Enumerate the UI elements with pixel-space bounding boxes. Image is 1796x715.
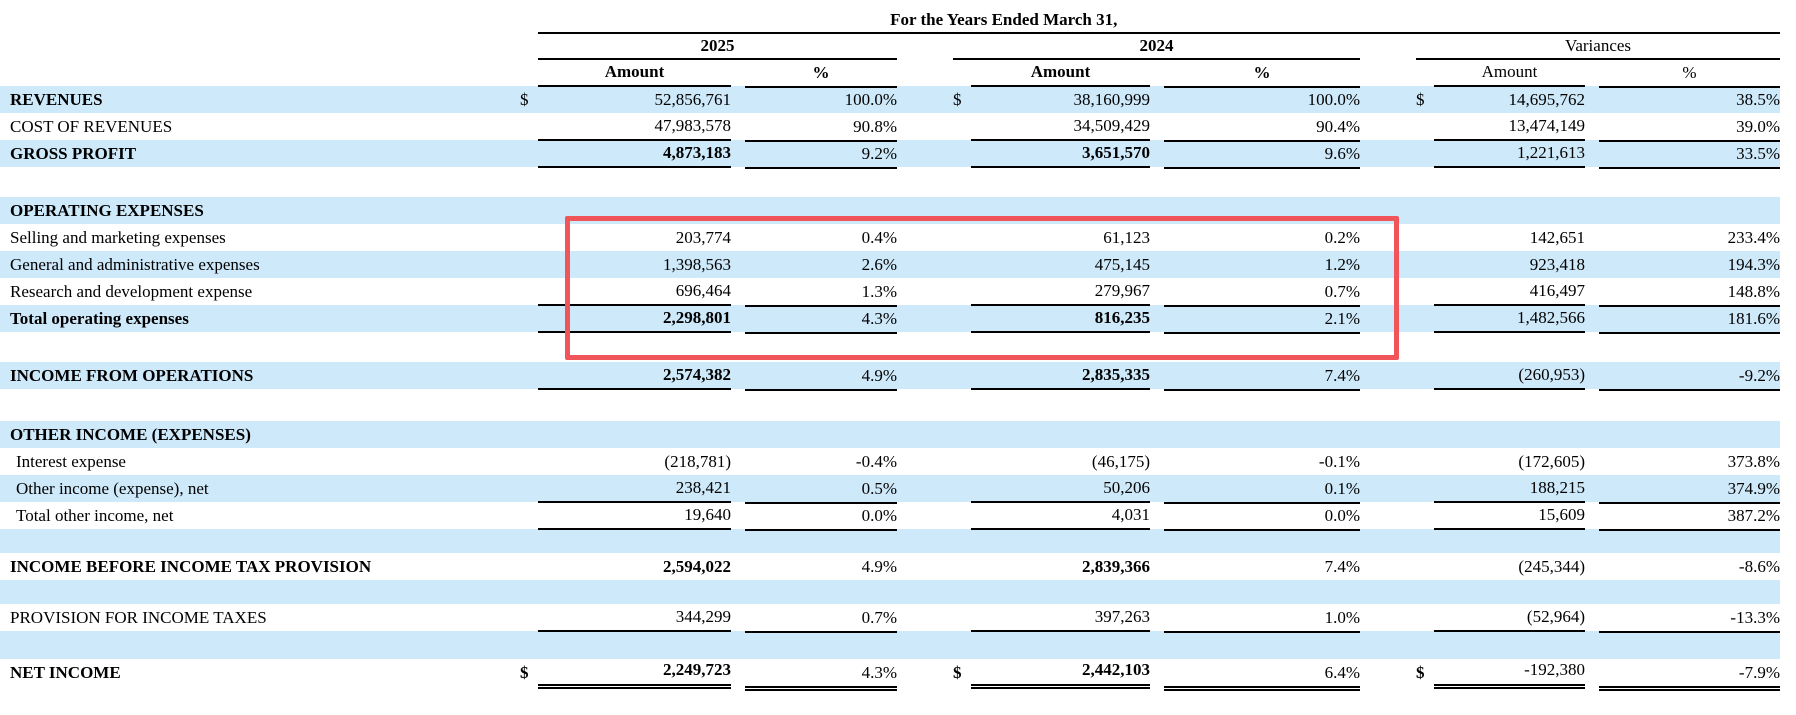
amount-cell <box>520 140 731 167</box>
table-row <box>0 421 1780 448</box>
percent-cell: 194.3% <box>1727 254 1780 274</box>
row-label: OPERATING EXPENSES <box>10 200 204 220</box>
percent-cell: 0.7% <box>745 604 897 633</box>
dollar-sign: $ <box>1416 89 1425 109</box>
table-row <box>0 659 1780 686</box>
amount-value: 238,421 <box>538 474 731 503</box>
amount-cell <box>1416 140 1585 167</box>
amount-value: 2,839,366 <box>1082 556 1150 576</box>
amount-cell <box>520 448 731 475</box>
amount-value: (172,605) <box>1518 451 1585 471</box>
percent-cell: 9.6% <box>1164 140 1360 169</box>
amount-cell <box>520 475 731 502</box>
amount-cell <box>1416 278 1585 305</box>
table-row <box>0 278 1780 305</box>
amount-cell <box>520 659 731 686</box>
column-header-row <box>0 60 1780 86</box>
percent-cell: 0.5% <box>745 475 897 504</box>
percent-cell: 1.2% <box>1324 254 1360 274</box>
amount-cell <box>520 553 731 580</box>
year-2025-header: 2025 <box>538 34 897 60</box>
amount-cell <box>953 305 1150 332</box>
table-row <box>0 475 1780 502</box>
percent-cell: -0.4% <box>855 451 897 471</box>
amount-value: (46,175) <box>1091 451 1150 471</box>
amount-cell <box>953 362 1150 389</box>
amount-value: 279,967 <box>971 277 1150 306</box>
amount-value: 19,640 <box>538 501 731 530</box>
percent-cell: 2.6% <box>861 254 897 274</box>
amount-cell <box>953 502 1150 529</box>
amount-cell <box>953 113 1150 140</box>
amount-cell <box>520 113 731 140</box>
amount-cell <box>953 278 1150 305</box>
table-row <box>0 251 1780 278</box>
table-row <box>0 140 1780 167</box>
amount-value: 397,263 <box>971 603 1150 632</box>
amount-value: 203,774 <box>675 227 731 247</box>
spacer-row <box>0 631 1780 659</box>
amount-value: 1,398,563 <box>663 254 731 274</box>
amount-value: 2,574,382 <box>538 361 731 390</box>
percent-cell: 7.4% <box>1324 556 1360 576</box>
table-row <box>0 86 1780 113</box>
pct-header-variances: % <box>1599 60 1780 88</box>
amount-header-2025: Amount <box>520 60 731 86</box>
percent-cell: 33.5% <box>1599 140 1780 169</box>
amount-cell <box>953 251 1150 278</box>
year-2024-header: 2024 <box>953 34 1360 60</box>
percent-cell: 374.9% <box>1599 475 1780 504</box>
dollar-sign: $ <box>953 662 962 682</box>
amount-value: 52,856,761 <box>654 89 731 109</box>
spacer-row <box>0 167 1780 197</box>
amount-value: 816,235 <box>971 304 1150 333</box>
percent-cell: 7.4% <box>1164 362 1360 391</box>
row-label: NET INCOME <box>10 662 121 682</box>
percent-cell: 38.5% <box>1736 89 1780 109</box>
amount-cell <box>1416 362 1585 389</box>
percent-cell: 100.0% <box>1307 89 1360 109</box>
row-label: Other income (expense), net <box>16 478 209 498</box>
amount-value: 416,497 <box>1434 277 1585 306</box>
amount-cell <box>1416 86 1585 113</box>
row-label: GROSS PROFIT <box>10 143 137 163</box>
percent-cell: 4.3% <box>745 659 897 691</box>
row-label: REVENUES <box>10 89 103 109</box>
amount-value: 923,418 <box>1529 254 1585 274</box>
percent-cell: -0.1% <box>1318 451 1360 471</box>
amount-cell <box>1416 305 1585 332</box>
row-label: Selling and marketing expenses <box>10 227 226 247</box>
amount-cell <box>953 604 1150 631</box>
amount-value: 344,299 <box>538 603 731 632</box>
amount-value: 2,835,335 <box>971 361 1150 390</box>
percent-cell: 90.4% <box>1164 113 1360 142</box>
statement-title-row <box>0 6 1780 34</box>
statement-title: For the Years Ended March 31, <box>890 10 1118 29</box>
amount-value: 47,983,578 <box>538 112 731 141</box>
percent-cell: 1.0% <box>1164 604 1360 633</box>
amount-value: 2,298,801 <box>538 304 731 333</box>
amount-cell <box>953 659 1150 686</box>
percent-cell: 1.3% <box>745 278 897 307</box>
amount-cell <box>520 86 731 113</box>
amount-cell <box>520 305 731 332</box>
amount-cell <box>953 448 1150 475</box>
amount-cell <box>1416 251 1585 278</box>
percent-cell: 373.8% <box>1727 451 1780 471</box>
spacer-row <box>0 332 1780 362</box>
percent-cell: 0.7% <box>1164 278 1360 307</box>
variances-header: Variances <box>1416 34 1780 60</box>
dollar-sign: $ <box>520 662 529 682</box>
amount-cell <box>520 604 731 631</box>
row-label: INCOME BEFORE INCOME TAX PROVISION <box>10 556 372 576</box>
table-row <box>0 502 1780 529</box>
table-row <box>0 553 1780 580</box>
percent-cell: 9.2% <box>745 140 897 169</box>
spacer-row <box>0 389 1780 421</box>
amount-value: 475,145 <box>1094 254 1150 274</box>
percent-cell: 4.9% <box>745 362 897 391</box>
amount-value: (218,781) <box>664 451 731 471</box>
statement-rows <box>0 86 1796 686</box>
amount-cell <box>1416 475 1585 502</box>
amount-cell <box>1416 553 1585 580</box>
row-label: General and administrative expenses <box>10 254 260 274</box>
amount-value: 38,160,999 <box>1073 89 1150 109</box>
amount-cell <box>520 362 731 389</box>
amount-value: 34,509,429 <box>971 112 1150 141</box>
table-row <box>0 197 1780 224</box>
amount-cell <box>520 251 731 278</box>
amount-value: 14,695,762 <box>1508 89 1585 109</box>
amount-value: 61,123 <box>1103 227 1150 247</box>
percent-cell: 0.1% <box>1164 475 1360 504</box>
row-label: Total other income, net <box>16 505 174 525</box>
dollar-sign: $ <box>953 89 962 109</box>
amount-cell <box>953 140 1150 167</box>
dollar-sign: $ <box>520 89 529 109</box>
amount-value: -192,380 <box>1434 657 1585 689</box>
dollar-sign: $ <box>1416 662 1425 682</box>
amount-cell <box>1416 224 1585 251</box>
amount-value: 4,031 <box>971 501 1150 530</box>
amount-value: 142,651 <box>1529 227 1585 247</box>
percent-cell: -8.6% <box>1738 556 1780 576</box>
percent-cell: -9.2% <box>1599 362 1780 391</box>
year-group-row <box>0 34 1780 60</box>
title-underline-span <box>538 6 1780 34</box>
amount-cell <box>1416 659 1585 686</box>
percent-cell: -7.9% <box>1599 659 1780 691</box>
amount-header-variances: Amount <box>1416 60 1585 86</box>
row-label: OTHER INCOME (EXPENSES) <box>10 424 251 444</box>
percent-cell: 148.8% <box>1599 278 1780 307</box>
percent-cell: 90.8% <box>745 113 897 142</box>
amount-value: (52,964) <box>1434 603 1585 632</box>
percent-cell: 4.3% <box>745 305 897 334</box>
spacer-row <box>0 529 1780 553</box>
row-label: Total operating expenses <box>10 308 189 328</box>
row-label: Interest expense <box>16 451 126 471</box>
amount-value: 696,464 <box>538 277 731 306</box>
percent-cell: 0.0% <box>1164 502 1360 531</box>
row-label: COST OF REVENUES <box>10 116 173 136</box>
amount-cell <box>1416 604 1585 631</box>
amount-cell <box>953 553 1150 580</box>
percent-cell: 0.2% <box>1324 227 1360 247</box>
amount-cell <box>520 502 731 529</box>
amount-value: 3,651,570 <box>971 139 1150 168</box>
percent-cell: 0.4% <box>861 227 897 247</box>
table-row <box>0 305 1780 332</box>
amount-value: 1,221,613 <box>1434 139 1585 168</box>
amount-value: 13,474,149 <box>1434 112 1585 141</box>
percent-cell: 0.0% <box>745 502 897 531</box>
percent-cell: 4.9% <box>861 556 897 576</box>
percent-cell: 233.4% <box>1727 227 1780 247</box>
table-row <box>0 362 1780 389</box>
row-label: Research and development expense <box>10 281 253 301</box>
table-row <box>0 604 1780 631</box>
amount-value: 4,873,183 <box>538 139 731 168</box>
amount-cell <box>953 475 1150 502</box>
table-row <box>0 448 1780 475</box>
table-row <box>0 113 1780 140</box>
amount-value: 188,215 <box>1434 474 1585 503</box>
row-label: PROVISION FOR INCOME TAXES <box>10 607 267 627</box>
percent-cell: 387.2% <box>1599 502 1780 531</box>
amount-value: 2,594,022 <box>663 556 731 576</box>
percent-cell: 6.4% <box>1164 659 1360 691</box>
percent-cell: 39.0% <box>1599 113 1780 142</box>
amount-cell <box>520 224 731 251</box>
percent-cell: 100.0% <box>844 89 897 109</box>
row-label: INCOME FROM OPERATIONS <box>10 365 254 385</box>
amount-cell <box>953 224 1150 251</box>
pct-header-2024: % <box>1164 60 1360 88</box>
amount-value: 2,442,103 <box>971 657 1150 689</box>
amount-value: (245,344) <box>1518 556 1585 576</box>
amount-cell <box>953 86 1150 113</box>
amount-value: 50,206 <box>971 474 1150 503</box>
percent-cell: 181.6% <box>1599 305 1780 334</box>
pct-header-2025: % <box>745 60 897 88</box>
spacer-row <box>0 580 1780 604</box>
amount-header-2024: Amount <box>953 60 1150 86</box>
percent-cell: 2.1% <box>1164 305 1360 334</box>
amount-value: (260,953) <box>1434 361 1585 390</box>
amount-value: 1,482,566 <box>1434 304 1585 333</box>
amount-cell <box>1416 113 1585 140</box>
amount-cell <box>1416 448 1585 475</box>
amount-cell <box>1416 502 1585 529</box>
percent-cell: -13.3% <box>1599 604 1780 633</box>
amount-value: 2,249,723 <box>538 657 731 689</box>
amount-cell <box>520 278 731 305</box>
amount-value: 15,609 <box>1434 501 1585 530</box>
table-row <box>0 224 1780 251</box>
